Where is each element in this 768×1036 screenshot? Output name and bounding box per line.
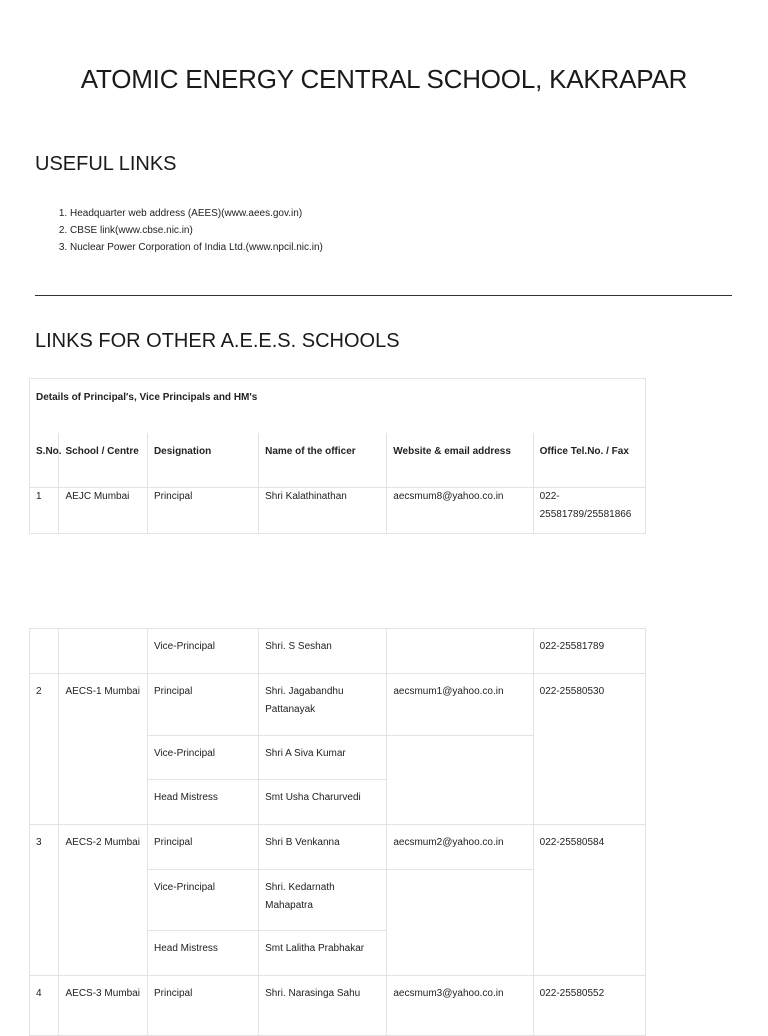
cell-email <box>387 629 533 674</box>
cell-school: AECS-2 Mumbai <box>59 825 147 976</box>
cell-tel: 022-25580530 <box>533 674 645 825</box>
cell-email[interactable]: aecsmum3@yahoo.co.in <box>387 976 533 1036</box>
cell-officer: Shri A Siva Kumar <box>259 736 387 780</box>
cell-school: AECS-3 Mumbai <box>59 976 147 1036</box>
cell-school: AEJC Mumbai <box>59 488 147 534</box>
cell-designation: Principal <box>147 976 258 1036</box>
cell-email[interactable]: aecsmum8@yahoo.co.in <box>387 488 533 534</box>
cell-email[interactable]: aecsmum1@yahoo.co.in <box>387 674 533 736</box>
table-row <box>30 674 646 736</box>
cell-sno: 2 <box>30 674 59 825</box>
cell-designation: Head Mistress <box>147 780 258 825</box>
useful-links-heading: USEFUL LINKS <box>35 153 177 175</box>
table-row <box>30 629 646 674</box>
cell-designation: Principal <box>147 488 258 534</box>
cell-officer: Smt Usha Charurvedi <box>259 780 387 825</box>
col-header-tel: Office Tel.No. / Fax <box>533 433 645 488</box>
cell-officer: Shri. Narasinga Sahu <box>259 976 387 1036</box>
officers-table-continued <box>29 628 646 1036</box>
col-header-school: School / Centre <box>59 433 147 488</box>
col-header-officer: Name of the officer <box>259 433 387 488</box>
cell-tel: 022-25581789 <box>533 629 645 674</box>
horizontal-divider <box>35 295 732 296</box>
table-row <box>30 488 646 534</box>
cell-email[interactable]: aecsmum2@yahoo.co.in <box>387 825 533 870</box>
useful-links-list <box>35 205 323 256</box>
cell-officer: Shri B Venkanna <box>259 825 387 870</box>
link-npcil[interactable]: 3. Nuclear Power Corporation of India Ltd.(www.npcil.nic.in) <box>70 239 323 256</box>
cell-sno: 4 <box>30 976 59 1036</box>
page-title: ATOMIC ENERGY CENTRAL SCHOOL, KAKRAPAR <box>80 64 688 94</box>
cell-email <box>387 736 533 825</box>
cell-officer: Shri Kalathinathan <box>259 488 387 534</box>
table-header-row <box>30 433 646 488</box>
cell-email <box>387 870 533 976</box>
cell-designation: Principal <box>147 825 258 870</box>
cell-officer: Shri. Jagabandhu Pattanayak <box>259 674 387 736</box>
col-header-designation: Designation <box>147 433 258 488</box>
table-caption: Details of Principal's, Vice Principals and HM's <box>30 379 646 434</box>
cell-tel: 022-25580552 <box>533 976 645 1036</box>
col-header-sno: S.No. <box>30 433 59 488</box>
cell-tel: 022-25581789/25581866 <box>533 488 645 534</box>
link-cbse[interactable]: 2. CBSE link(www.cbse.nic.in) <box>70 222 323 239</box>
cell-designation: Vice-Principal <box>147 870 258 931</box>
cell-designation: Vice-Principal <box>147 736 258 780</box>
cell-sno: 1 <box>30 488 59 534</box>
cell-designation: Vice-Principal <box>147 629 258 674</box>
officers-table <box>29 378 646 534</box>
col-header-email: Website & email address <box>387 433 533 488</box>
table-row <box>30 976 646 1036</box>
cell-designation: Head Mistress <box>147 931 258 976</box>
cell-tel: 022-25580584 <box>533 825 645 976</box>
other-schools-heading: LINKS FOR OTHER A.E.E.S. SCHOOLS <box>35 330 400 352</box>
cell-officer: Shri. Kedarnath Mahapatra <box>259 870 387 931</box>
cell-officer: Shri. S Seshan <box>259 629 387 674</box>
cell-sno: 3 <box>30 825 59 976</box>
link-aees[interactable]: 1. Headquarter web address (AEES)(www.aees.gov.in) <box>70 205 323 222</box>
cell-officer: Smt Lalitha Prabhakar <box>259 931 387 976</box>
cell-school <box>59 629 147 674</box>
cell-sno <box>30 629 59 674</box>
cell-designation: Principal <box>147 674 258 736</box>
table-row <box>30 825 646 870</box>
cell-school: AECS-1 Mumbai <box>59 674 147 825</box>
